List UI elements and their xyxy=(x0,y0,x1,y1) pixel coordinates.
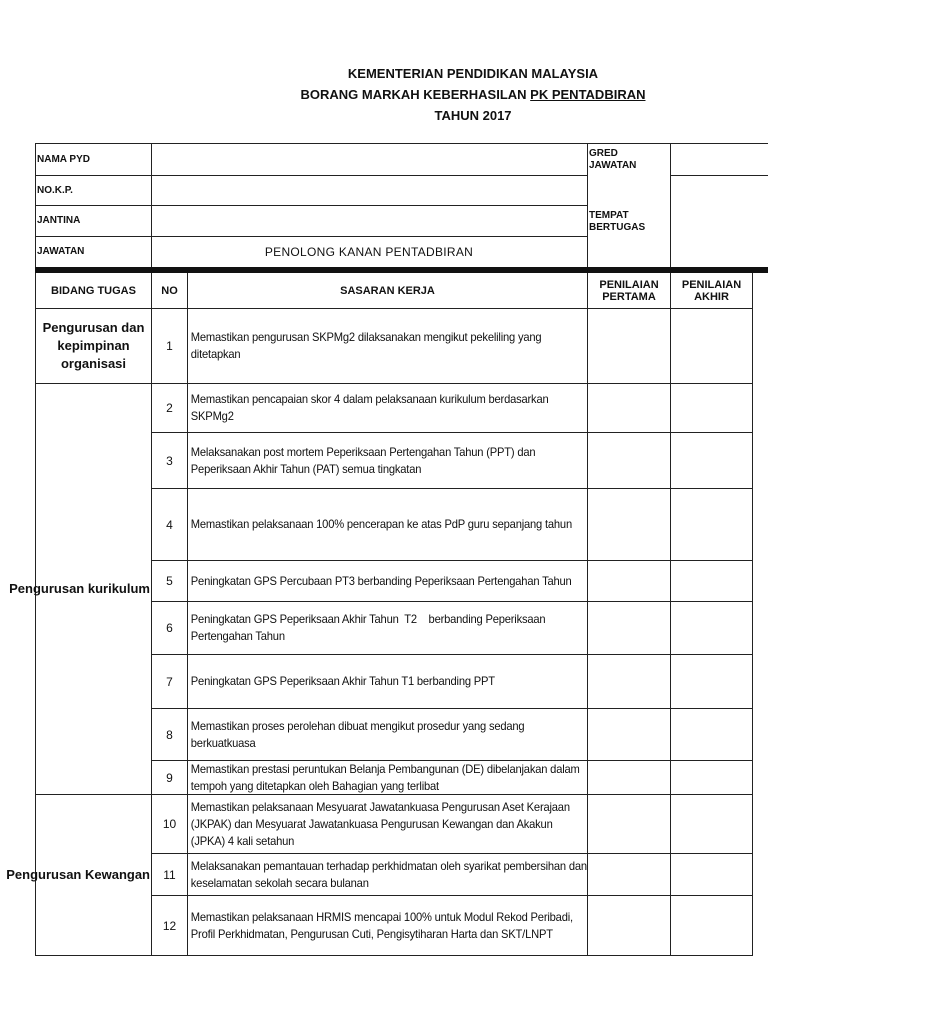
field-jawatan-value: PENOLONG KANAN PENTADBIRAN xyxy=(264,245,474,259)
row-number: 4 xyxy=(166,517,173,532)
title-year: TAHUN 2017 xyxy=(434,108,512,123)
field-gred-jawatan[interactable] xyxy=(671,144,768,175)
label-jawatan: JAWATAN xyxy=(37,246,85,257)
title-form-underlined: PK PENTADBIRAN xyxy=(530,87,646,102)
row-target-text: Peningkatan GPS Peperiksaan Akhir Tahun T1 berbanding PPT xyxy=(190,674,495,688)
title-form xyxy=(0,87,946,102)
row-target-text: Peningkatan GPS Peperiksaan Akhir Tahun T2 berbanding Peperiksaan Pertengahan Tahun xyxy=(190,612,549,643)
col-header-akhir: PENILAIAN AKHIR xyxy=(681,279,742,303)
row-number: 11 xyxy=(163,867,176,882)
label-gred-jawatan: GRED JAWATAN xyxy=(589,147,637,171)
col-header-bidang: BIDANG TUGAS xyxy=(51,285,136,297)
row-number: 2 xyxy=(166,401,173,415)
label-nama-pyd: NAMA PYD xyxy=(37,153,90,165)
title-form-prefix: BORANG MARKAH KEBERHASILAN xyxy=(300,87,531,102)
rating-pertama-cell[interactable] xyxy=(588,655,670,708)
col-header-pertama: PENILAIAN PERTAMA xyxy=(599,279,659,303)
field-nama-pyd[interactable] xyxy=(152,144,586,175)
row-target-text: Melaksanakan pemantauan terhadap perkhidmatan oleh syarikat pembersihan dan keselamatan sekolah secara bulanan xyxy=(190,858,587,890)
rating-pertama-cell[interactable] xyxy=(588,795,670,853)
rating-akhir-cell[interactable] xyxy=(671,561,752,601)
rating-pertama-cell[interactable] xyxy=(588,489,670,560)
rating-akhir-cell[interactable] xyxy=(671,655,752,708)
col-header-no: NO xyxy=(161,285,178,297)
label-tempat-bertugas: TEMPAT BERTUGAS xyxy=(589,209,646,233)
group-label-kewangan: Pengurusan Kewangan xyxy=(6,867,150,882)
row-number: 3 xyxy=(166,453,173,468)
row-target-text: Memastikan pencapaian skor 4 dalam pelaksanaan kurikulum berdasarkan SKPMg2 xyxy=(190,392,549,423)
rating-akhir-cell[interactable] xyxy=(671,854,752,895)
row-target-text: Memastikan proses perolehan dibuat mengikut prosedur yang sedang berkuatkuasa xyxy=(190,718,525,750)
rating-pertama-cell[interactable] xyxy=(588,561,670,601)
group-label-kurikulum: Pengurusan kurikulum xyxy=(9,581,150,596)
rating-akhir-cell[interactable] xyxy=(671,896,752,955)
row-number: 6 xyxy=(166,621,173,635)
row-number: 9 xyxy=(166,770,173,785)
rating-pertama-cell[interactable] xyxy=(588,761,670,794)
rating-akhir-cell[interactable] xyxy=(671,433,752,488)
title-ministry: KEMENTERIAN PENDIDIKAN MALAYSIA xyxy=(347,66,599,81)
rating-pertama-cell[interactable] xyxy=(588,309,670,383)
row-target-text: Memastikan pelaksanaan Mesyuarat Jawatankuasa Pengurusan Aset Kerajaan (JKPAK) dan Mesyuarat Jawatankuasa Pengurusan Kewangan dan Akakun (JPKA) 4 kali setahun xyxy=(190,799,570,848)
rating-akhir-cell[interactable] xyxy=(671,795,752,853)
row-number: 5 xyxy=(166,574,173,588)
row-target-text: Memastikan prestasi peruntukan Belanja Pembangunan (DE) dibelanjakan dalam tempoh yang ditetapkan oleh Bahagian yang terlibat xyxy=(190,762,580,793)
label-nokp: NO.K.P. xyxy=(37,184,73,196)
rating-akhir-cell[interactable] xyxy=(671,709,752,760)
rating-pertama-cell[interactable] xyxy=(588,854,670,895)
rating-akhir-cell[interactable] xyxy=(671,761,752,794)
label-jantina: JANTINA xyxy=(37,215,81,226)
row-number: 12 xyxy=(162,918,177,933)
row-number: 1 xyxy=(166,339,173,353)
row-number: 10 xyxy=(162,817,177,831)
row-target-text: Memastikan pengurusan SKPMg2 dilaksanakan mengikut pekeliling yang ditetapkan xyxy=(190,330,542,361)
group-label-organisasi: Pengurusan dan kepimpinan organisasi xyxy=(42,320,145,371)
row-target-text: Melaksanakan post mortem Peperiksaan Pertengahan Tahun (PPT) dan Peperiksaan Akhir Tahun (PAT) semua tingkatan xyxy=(190,444,536,476)
row-number: 7 xyxy=(166,674,173,689)
row-target-text: Memastikan pelaksanaan 100% pencerapan ke atas PdP guru sepanjang tahun xyxy=(190,517,572,531)
field-jantina[interactable] xyxy=(152,206,586,236)
rating-pertama-cell[interactable] xyxy=(588,384,670,432)
col-header-sasaran: SASARAN KERJA xyxy=(340,285,435,297)
field-tempat-bertugas[interactable] xyxy=(671,176,768,267)
rating-akhir-cell[interactable] xyxy=(671,489,752,560)
row-number: 8 xyxy=(166,727,173,742)
rating-pertama-cell[interactable] xyxy=(588,896,670,955)
field-nokp[interactable] xyxy=(152,176,586,205)
rating-akhir-cell[interactable] xyxy=(671,384,752,432)
rating-pertama-cell[interactable] xyxy=(588,433,670,488)
rating-pertama-cell[interactable] xyxy=(588,602,670,654)
rating-pertama-cell[interactable] xyxy=(588,709,670,760)
row-target-text: Memastikan pelaksanaan HRMIS mencapai 100% untuk Modul Rekod Peribadi, Profil Perkhidmatan, Pengurusan Cuti, Pengisytiharan Harta dan SKT/LNPT xyxy=(190,909,573,941)
rating-akhir-cell[interactable] xyxy=(671,602,752,654)
row-target-text: Peningkatan GPS Percubaan PT3 berbanding Peperiksaan Pertengahan Tahun xyxy=(190,573,572,588)
rating-akhir-cell[interactable] xyxy=(671,309,752,383)
